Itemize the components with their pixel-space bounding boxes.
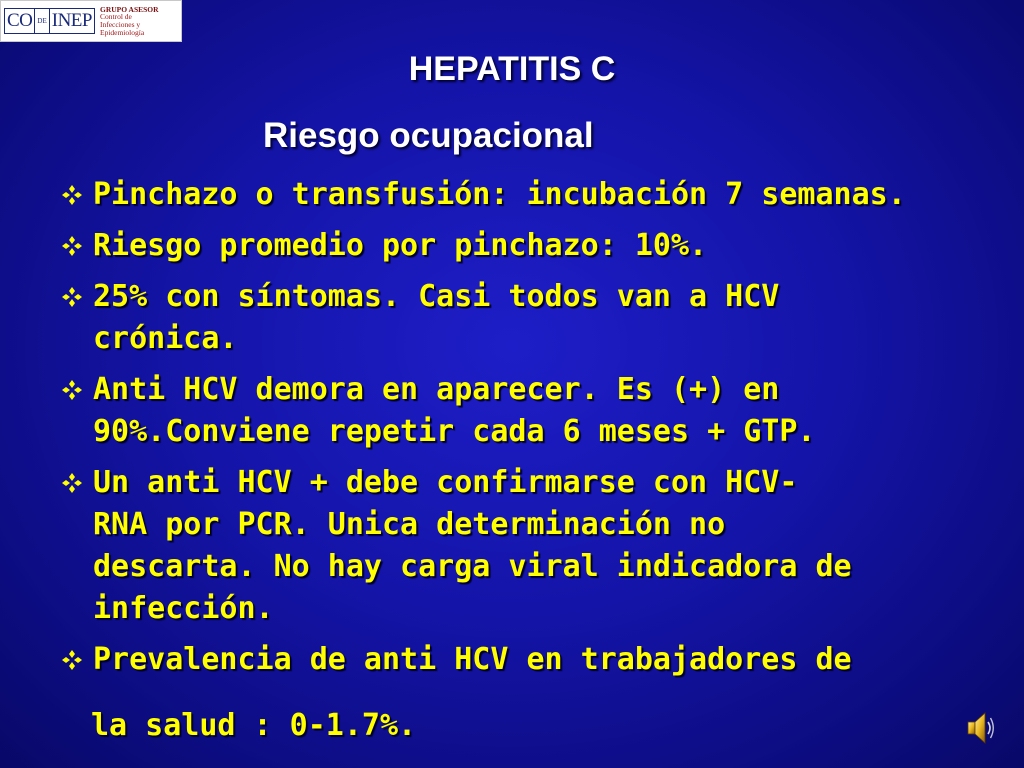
bullet-text — [93, 225, 707, 267]
bullet-text — [93, 462, 852, 630]
bullet-line: crónica. — [93, 321, 238, 356]
bullet-text — [93, 276, 779, 360]
bullet-text — [93, 639, 852, 681]
codeinep-logo — [0, 0, 182, 42]
bullet-item — [58, 639, 998, 681]
slide-title: HEPATITIS C — [408, 50, 616, 88]
bullet-line: descarta. No hay carga viral indicadora de — [93, 549, 852, 584]
logo-line-4: Epidemiología — [99, 27, 145, 37]
bullet-item — [58, 174, 998, 216]
bullet-item — [58, 462, 998, 630]
bullet-item — [58, 276, 998, 360]
logo-line-1: GRUPO ASESOR — [99, 4, 159, 14]
bullet-line: Anti HCV demora en aparecer. Es (+) en — [93, 372, 780, 407]
bullet-line: Un anti HCV + debe confirmarse con HCV- — [93, 465, 798, 500]
four-diamond-bullet-icon — [58, 276, 86, 318]
logo-line-3: Infecciones y — [99, 20, 141, 29]
logo-mark — [4, 8, 95, 34]
logo-inep: INEP — [51, 10, 92, 31]
four-diamond-bullet-icon — [58, 462, 86, 504]
bullet-text — [93, 174, 906, 216]
four-diamond-bullet-icon — [58, 174, 86, 216]
bullet-line: infección. — [93, 591, 274, 626]
bullet-line: Riesgo promedio por pinchazo: 10%. — [93, 228, 708, 263]
four-diamond-bullet-icon — [58, 639, 86, 681]
bullet-line: 25% con síntomas. Casi todos van a HCV — [93, 279, 780, 314]
bullet-item — [58, 225, 998, 267]
bullet-text — [93, 369, 815, 453]
bullet-item — [58, 369, 998, 453]
logo-co: CO — [7, 10, 33, 31]
bullet-line: RNA por PCR. Unica determinación no — [93, 507, 726, 542]
four-diamond-bullet-icon — [58, 225, 86, 267]
bullet-line: Pinchazo o transfusión: incubación 7 semanas. — [93, 177, 906, 212]
four-diamond-bullet-icon — [58, 369, 86, 411]
speaker-icon[interactable] — [966, 708, 996, 748]
slide-subtitle: Riesgo ocupacional — [263, 116, 594, 155]
logo-de: DE — [34, 9, 49, 33]
logo-line-2: Control de — [99, 12, 132, 22]
bullet-line: 90%.Conviene repetir cada 6 meses + GTP. — [93, 414, 816, 449]
bullet-continuation: la salud : 0-1.7%. — [91, 708, 417, 743]
bullet-list — [58, 174, 998, 690]
bullet-line: Prevalencia de anti HCV en trabajadores de — [93, 642, 852, 677]
logo-caption — [100, 6, 159, 36]
